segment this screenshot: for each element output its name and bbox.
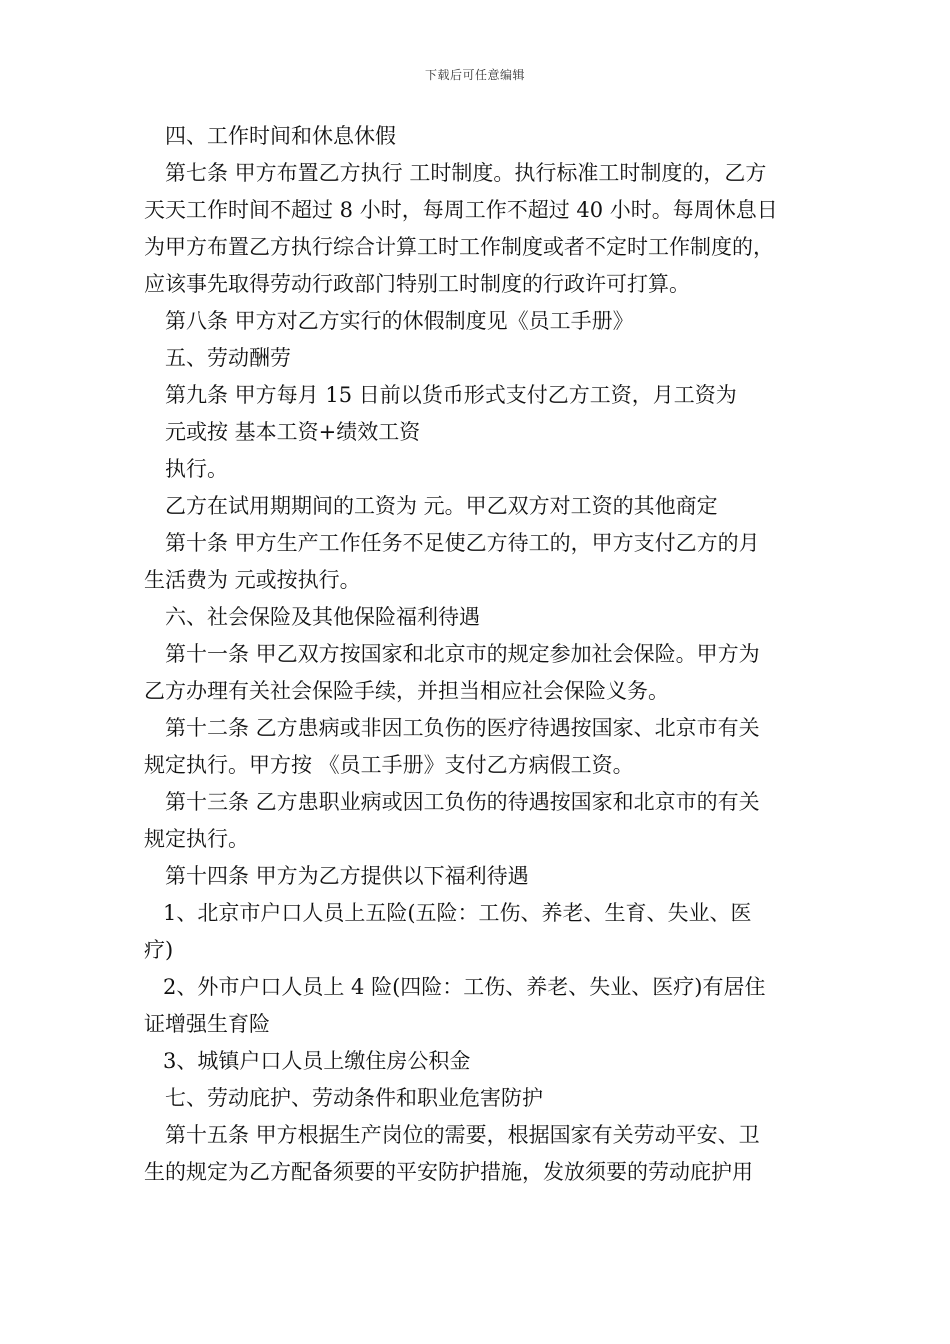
text-line: 天天工作时间不超过 8 小时，每周工作不超过 40 小时。每周休息日 [144,198,778,222]
text-line: 生活费为 元或按执行。 [144,568,361,592]
text-line: 生的规定为乙方配备须要的平安防护措施，发放须要的劳动庇护用 [144,1160,753,1184]
document-body [144,118,814,1191]
text-line: 第八条 甲方对乙方实行的休假制度见《员工手册》 [165,309,634,333]
text-line: 为甲方布置乙方执行综合计算工时工作制度或者不定时工作制度的， [144,235,774,259]
text-line: 第七条 甲方布置乙方执行 工时制度。执行标准工时制度的，乙方 [165,161,767,185]
text-line: 规定执行。甲方按 《员工手册》支付乙方病假工资。 [144,753,634,777]
text-line: 第十条 甲方生产工作任务不足使乙方待工的，甲方支付乙方的月 [165,531,760,555]
text-line: 执行。 [165,457,228,481]
text-line: 第九条 甲方每月 15 日前以货币形式支付乙方工资，月工资为 [165,383,737,407]
text-line: 第十一条 甲乙双方按国家和北京市的规定参加社会保险。甲方为 [165,642,760,666]
text-line: 第十二条 乙方患病或非因工负伤的医疗待遇按国家、北京市有关 [165,716,760,740]
text-line: 规定执行。 [144,827,249,851]
text-line: 3、城镇户口人员上缴住房公积金 [163,1049,471,1073]
page-header-note: 下载后可任意编辑 [424,68,525,82]
text-line: 七、劳动庇护、劳动条件和职业危害防护 [165,1086,543,1110]
text-line: 第十四条 甲方为乙方提供以下福利待遇 [165,864,529,888]
text-line: 疗) [144,938,174,962]
text-line: 乙方在试用期期间的工资为 元。甲乙双方对工资的其他商定 [165,494,718,518]
text-line: 五、劳动酬劳 [165,346,291,370]
text-line: 应该事先取得劳动行政部门特别工时制度的行政许可打算。 [144,272,690,296]
text-line: 六、社会保险及其他保险福利待遇 [165,605,480,629]
text-line: 元或按 基本工资+绩效工资 [165,420,421,444]
text-line: 四、工作时间和休息休假 [165,124,396,148]
text-line: 2、外市户口人员上 4 险(四险：工伤、养老、失业、医疗)有居住 [163,975,766,999]
text-line: 第十三条 乙方患职业病或因工负伤的待遇按国家和北京市的有关 [165,790,760,814]
text-line: 第十五条 甲方根据生产岗位的需要，根据国家有关劳动平安、卫 [165,1123,760,1147]
text-line: 1、北京市户口人员上五险(五险：工伤、养老、生育、失业、医 [163,901,752,925]
text-line: 证增强生育险 [144,1012,270,1036]
text-line: 乙方办理有关社会保险手续，并担当相应社会保险义务。 [144,679,669,703]
